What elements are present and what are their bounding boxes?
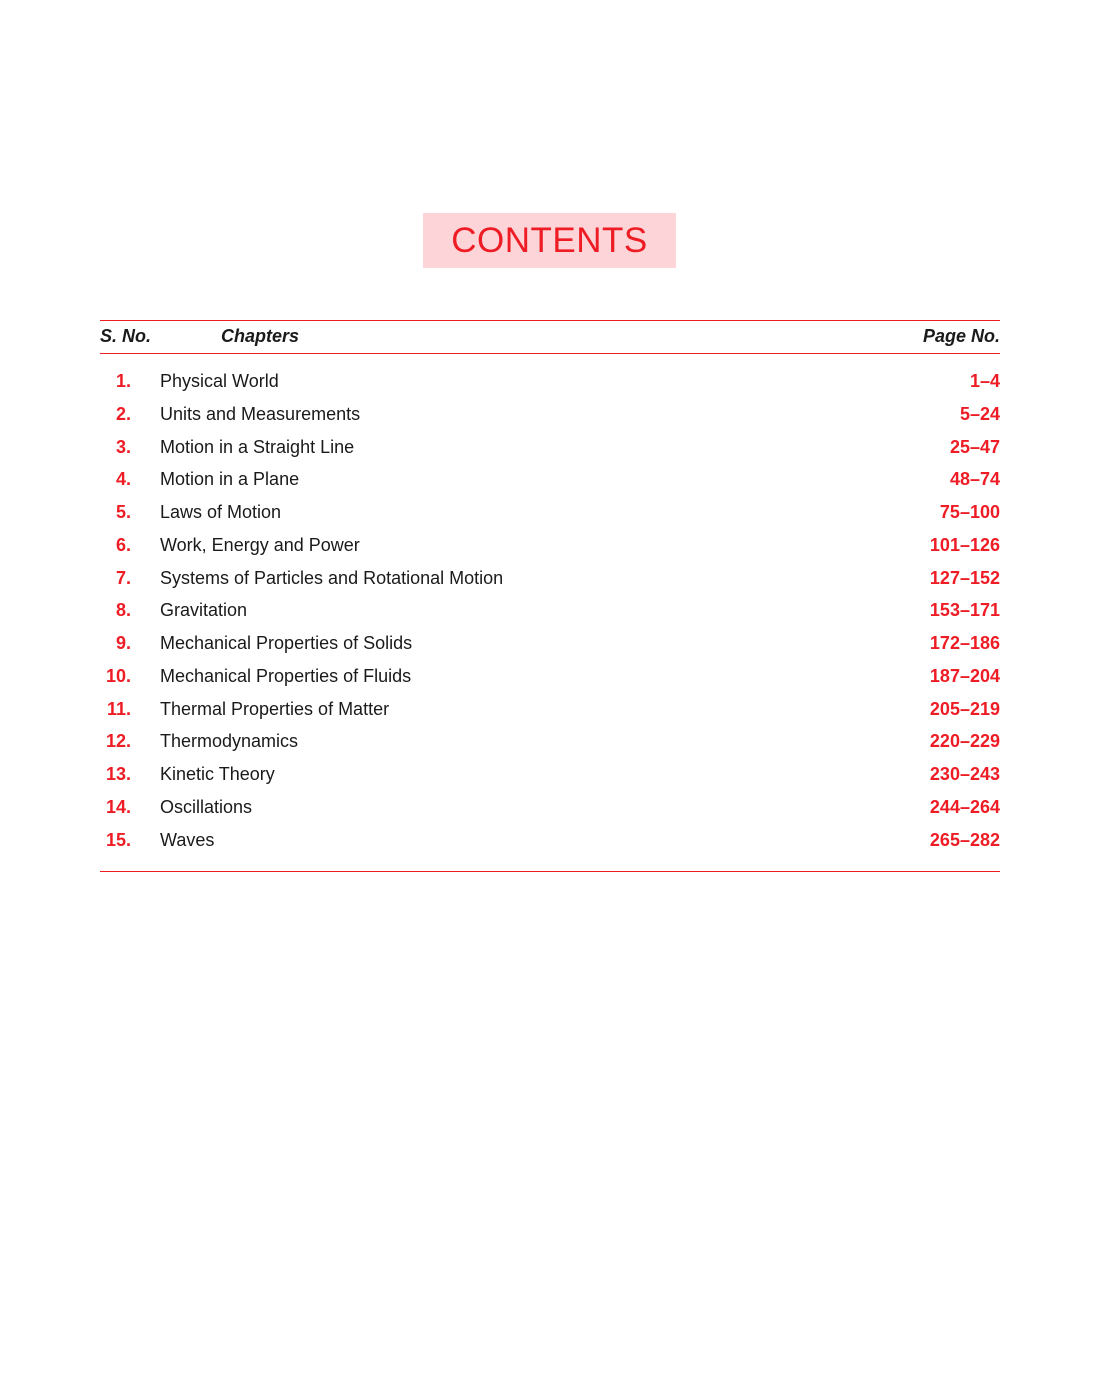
chapter-title[interactable]: Mechanical Properties of Fluids bbox=[160, 665, 412, 686]
chapter-pages[interactable]: 205–219 bbox=[929, 698, 1000, 719]
chapter-number: 1. bbox=[115, 371, 131, 391]
chapter-row[interactable] bbox=[100, 792, 1000, 825]
chapter-pages[interactable]: 5–24 bbox=[959, 403, 1000, 424]
chapter-title[interactable]: Work, Energy and Power bbox=[160, 534, 360, 555]
chapter-title[interactable]: Systems of Particles and Rotational Motion bbox=[160, 567, 504, 588]
header-top-rule bbox=[100, 320, 1000, 321]
chapter-pages[interactable]: 25–47 bbox=[949, 436, 1000, 457]
header-page-number: Page No. bbox=[922, 326, 1000, 346]
chapter-pages[interactable]: 172–186 bbox=[929, 633, 1000, 653]
chapter-pages[interactable]: 101–126 bbox=[929, 534, 1000, 555]
page-title: CONTENTS bbox=[451, 221, 648, 260]
chapter-row[interactable] bbox=[100, 399, 1000, 432]
chapter-title[interactable]: Physical World bbox=[160, 371, 279, 391]
chapter-title[interactable]: Mechanical Properties of Solids bbox=[160, 633, 413, 653]
contents-title-box bbox=[423, 213, 676, 268]
chapter-pages[interactable]: 127–152 bbox=[929, 567, 1000, 588]
chapter-number: 2. bbox=[115, 403, 131, 424]
chapter-number: 12. bbox=[105, 731, 131, 752]
chapter-pages[interactable]: 48–74 bbox=[949, 469, 1000, 490]
list-bottom-rule bbox=[100, 871, 1000, 872]
chapter-number: 4. bbox=[115, 469, 131, 490]
chapter-number: 7. bbox=[115, 567, 131, 588]
chapter-row[interactable] bbox=[100, 628, 1000, 661]
chapter-pages[interactable]: 244–264 bbox=[929, 796, 1000, 817]
chapter-row[interactable] bbox=[100, 366, 1000, 399]
chapter-number: 6. bbox=[115, 534, 131, 555]
chapter-row[interactable] bbox=[100, 726, 1000, 759]
chapter-pages[interactable]: 265–282 bbox=[929, 829, 1000, 850]
header-serial-number: S. No. bbox=[100, 326, 152, 346]
chapter-title[interactable]: Thermal Properties of Matter bbox=[160, 698, 390, 719]
chapter-pages[interactable]: 187–204 bbox=[929, 665, 1000, 686]
chapter-title[interactable]: Gravitation bbox=[160, 600, 248, 621]
chapter-row[interactable] bbox=[100, 530, 1000, 563]
chapter-number: 14. bbox=[105, 796, 131, 817]
chapter-title[interactable]: Oscillations bbox=[160, 796, 253, 817]
chapter-title[interactable]: Motion in a Plane bbox=[160, 469, 300, 490]
table-header bbox=[100, 324, 1000, 350]
chapter-row[interactable] bbox=[100, 464, 1000, 497]
chapter-row[interactable] bbox=[100, 595, 1000, 628]
chapter-row[interactable] bbox=[100, 825, 1000, 858]
chapter-row[interactable] bbox=[100, 432, 1000, 465]
chapter-pages[interactable]: 220–229 bbox=[929, 731, 1000, 752]
chapter-number: 5. bbox=[115, 502, 131, 522]
chapter-number: 11. bbox=[106, 698, 131, 719]
chapter-pages[interactable]: 230–243 bbox=[929, 764, 1000, 784]
chapter-title[interactable]: Motion in a Straight Line bbox=[160, 436, 355, 457]
chapter-number: 10. bbox=[105, 665, 131, 686]
chapter-pages[interactable]: 75–100 bbox=[939, 502, 1000, 522]
chapter-number: 3. bbox=[115, 436, 131, 457]
chapter-title[interactable]: Units and Measurements bbox=[160, 403, 361, 424]
chapter-row[interactable] bbox=[100, 497, 1000, 530]
chapter-title[interactable]: Waves bbox=[160, 829, 215, 850]
chapter-row[interactable] bbox=[100, 759, 1000, 792]
chapter-number: 8. bbox=[115, 600, 131, 621]
chapter-title[interactable]: Thermodynamics bbox=[160, 731, 299, 752]
chapter-row[interactable] bbox=[100, 694, 1000, 727]
chapter-title[interactable]: Laws of Motion bbox=[160, 502, 282, 522]
chapter-pages[interactable]: 153–171 bbox=[929, 600, 1000, 621]
chapter-row[interactable] bbox=[100, 563, 1000, 596]
chapter-row[interactable] bbox=[100, 661, 1000, 694]
chapter-pages[interactable]: 1–4 bbox=[969, 371, 1000, 391]
header-bottom-rule bbox=[100, 353, 1000, 354]
header-chapters: Chapters bbox=[221, 326, 300, 346]
chapter-list bbox=[100, 366, 1000, 857]
chapter-number: 9. bbox=[115, 633, 131, 653]
chapter-title[interactable]: Kinetic Theory bbox=[160, 764, 275, 784]
chapter-number: 13. bbox=[105, 764, 131, 784]
chapter-number: 15. bbox=[105, 829, 131, 850]
